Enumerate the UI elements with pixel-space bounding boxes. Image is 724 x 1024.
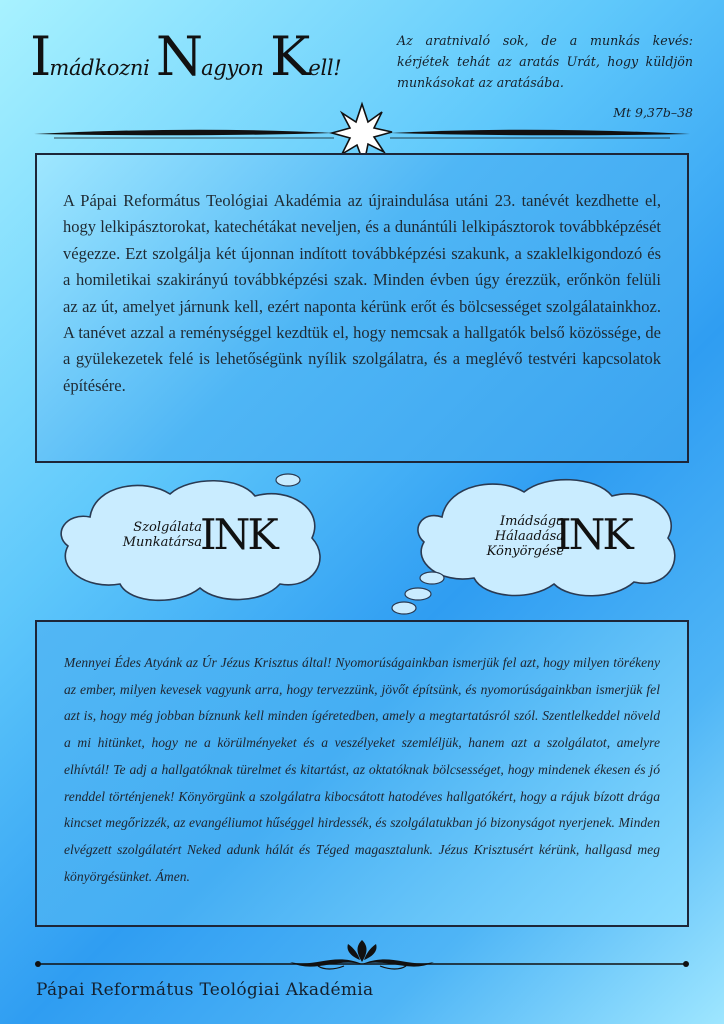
cloud-right-line-1: Imádsága [499, 514, 564, 529]
prayer-paragraph: Mennyei Édes Atyánk az Úr Jézus Krisztus által! Nyomorúságainkban ismerjük fel azt, hogy milyen törékeny az ember, milyen kevesek vagyunk arra, hogy tervezzünk, jövőt építsünk, és nyomorúságainkban ismerjük fel azt is, hogy még jobban bíznunk kell minden ígéretedben, amely a megtartatásról szól. Szentlelkeddel növeld a mi hitünket, hogy ne a körülményeket és a veszélyeket szemléljük, hanem azt a szolgálatot, amelyre elhívtál! Te adj a hallgatóknak türelmet és kitartást, az oktatóknak bölcsességet, hogy mindenek ékesen és jó renddel történjenek! Könyörgünk a szolgálatra kibocsátott hatodéves hallgatókért, hogy a rájuk bízott drága kincset megőrizzék, az evangéliumot hűséggel hirdessék, és szolgálatukban jó bizonyságot nyerjenek. Minden elvégzett szolgálatért Neked adunk hálát és Téged magasztalunk. Jézus Krisztusért kérünk, hallgasd meg könyörgésünket. Ámen. [64, 655, 660, 884]
cloud-right-suffix: INK [555, 510, 631, 559]
quote-text: Az aratnivaló sok, de a munkás kevés: kérjétek tehát az aratás Urát, hogy küldjön munkásokat az aratásába. [397, 33, 693, 90]
page-title [30, 25, 350, 88]
thought-cloud-left [50, 472, 335, 614]
bottom-divider [34, 938, 690, 978]
cloud-left-suffix: INK [200, 510, 276, 559]
footer-institution: Pápai Református Teológiai Akadémia [36, 980, 374, 1000]
title-initial-k: K [270, 25, 309, 88]
intro-paragraph: A Pápai Református Teológiai Akadémia az újraindulása utáni 23. tanévét kezdhette el, hogy lelkipásztorokat, katechétákat neveljen, és a dunántúli lelkipásztorok továbbképzését végezze. Ezt szolgálja két újonnan indított továbbképzési szakunk, a szaklelkigondozó és a homiletikai szakirányú továbbképzési szak. Minden évben úgy érezzük, erőnkön felüli az az út, amelyet járnunk kell, ezért naponta kérünk erőt és bölcsességet szolgálatainkhoz. A tanévet azzal a reménységgel kezdtük el, hogy nemcsak a hallgatók belső közössége, de a gyülekezetek felé is lehetőségünk nyílik szolgálatra, és a meglévő testvéri kapcsolatok építésére. [63, 191, 661, 395]
cloud-right-line-3: Könyörgése [486, 544, 564, 559]
bible-quote [397, 30, 693, 120]
cloud-left-line-2: Munkatársa [122, 535, 202, 550]
cloud-right-line-2: Hálaadása [494, 529, 564, 544]
cloud-left-line-1: Szolgálata [133, 520, 202, 535]
quote-reference: Mt 9,37b–38 [613, 105, 693, 120]
title-initial-i: I [30, 25, 50, 88]
thought-cloud-right [412, 472, 687, 614]
cloud-right-words [448, 514, 564, 559]
title-word-2: agyon [201, 56, 270, 80]
title-word-1: mádkozni [49, 56, 156, 80]
thought-bubbles [388, 570, 448, 618]
title-initial-n: N [155, 25, 202, 88]
title-word-3: ell! [308, 56, 342, 80]
cloud-left-words [80, 520, 202, 550]
